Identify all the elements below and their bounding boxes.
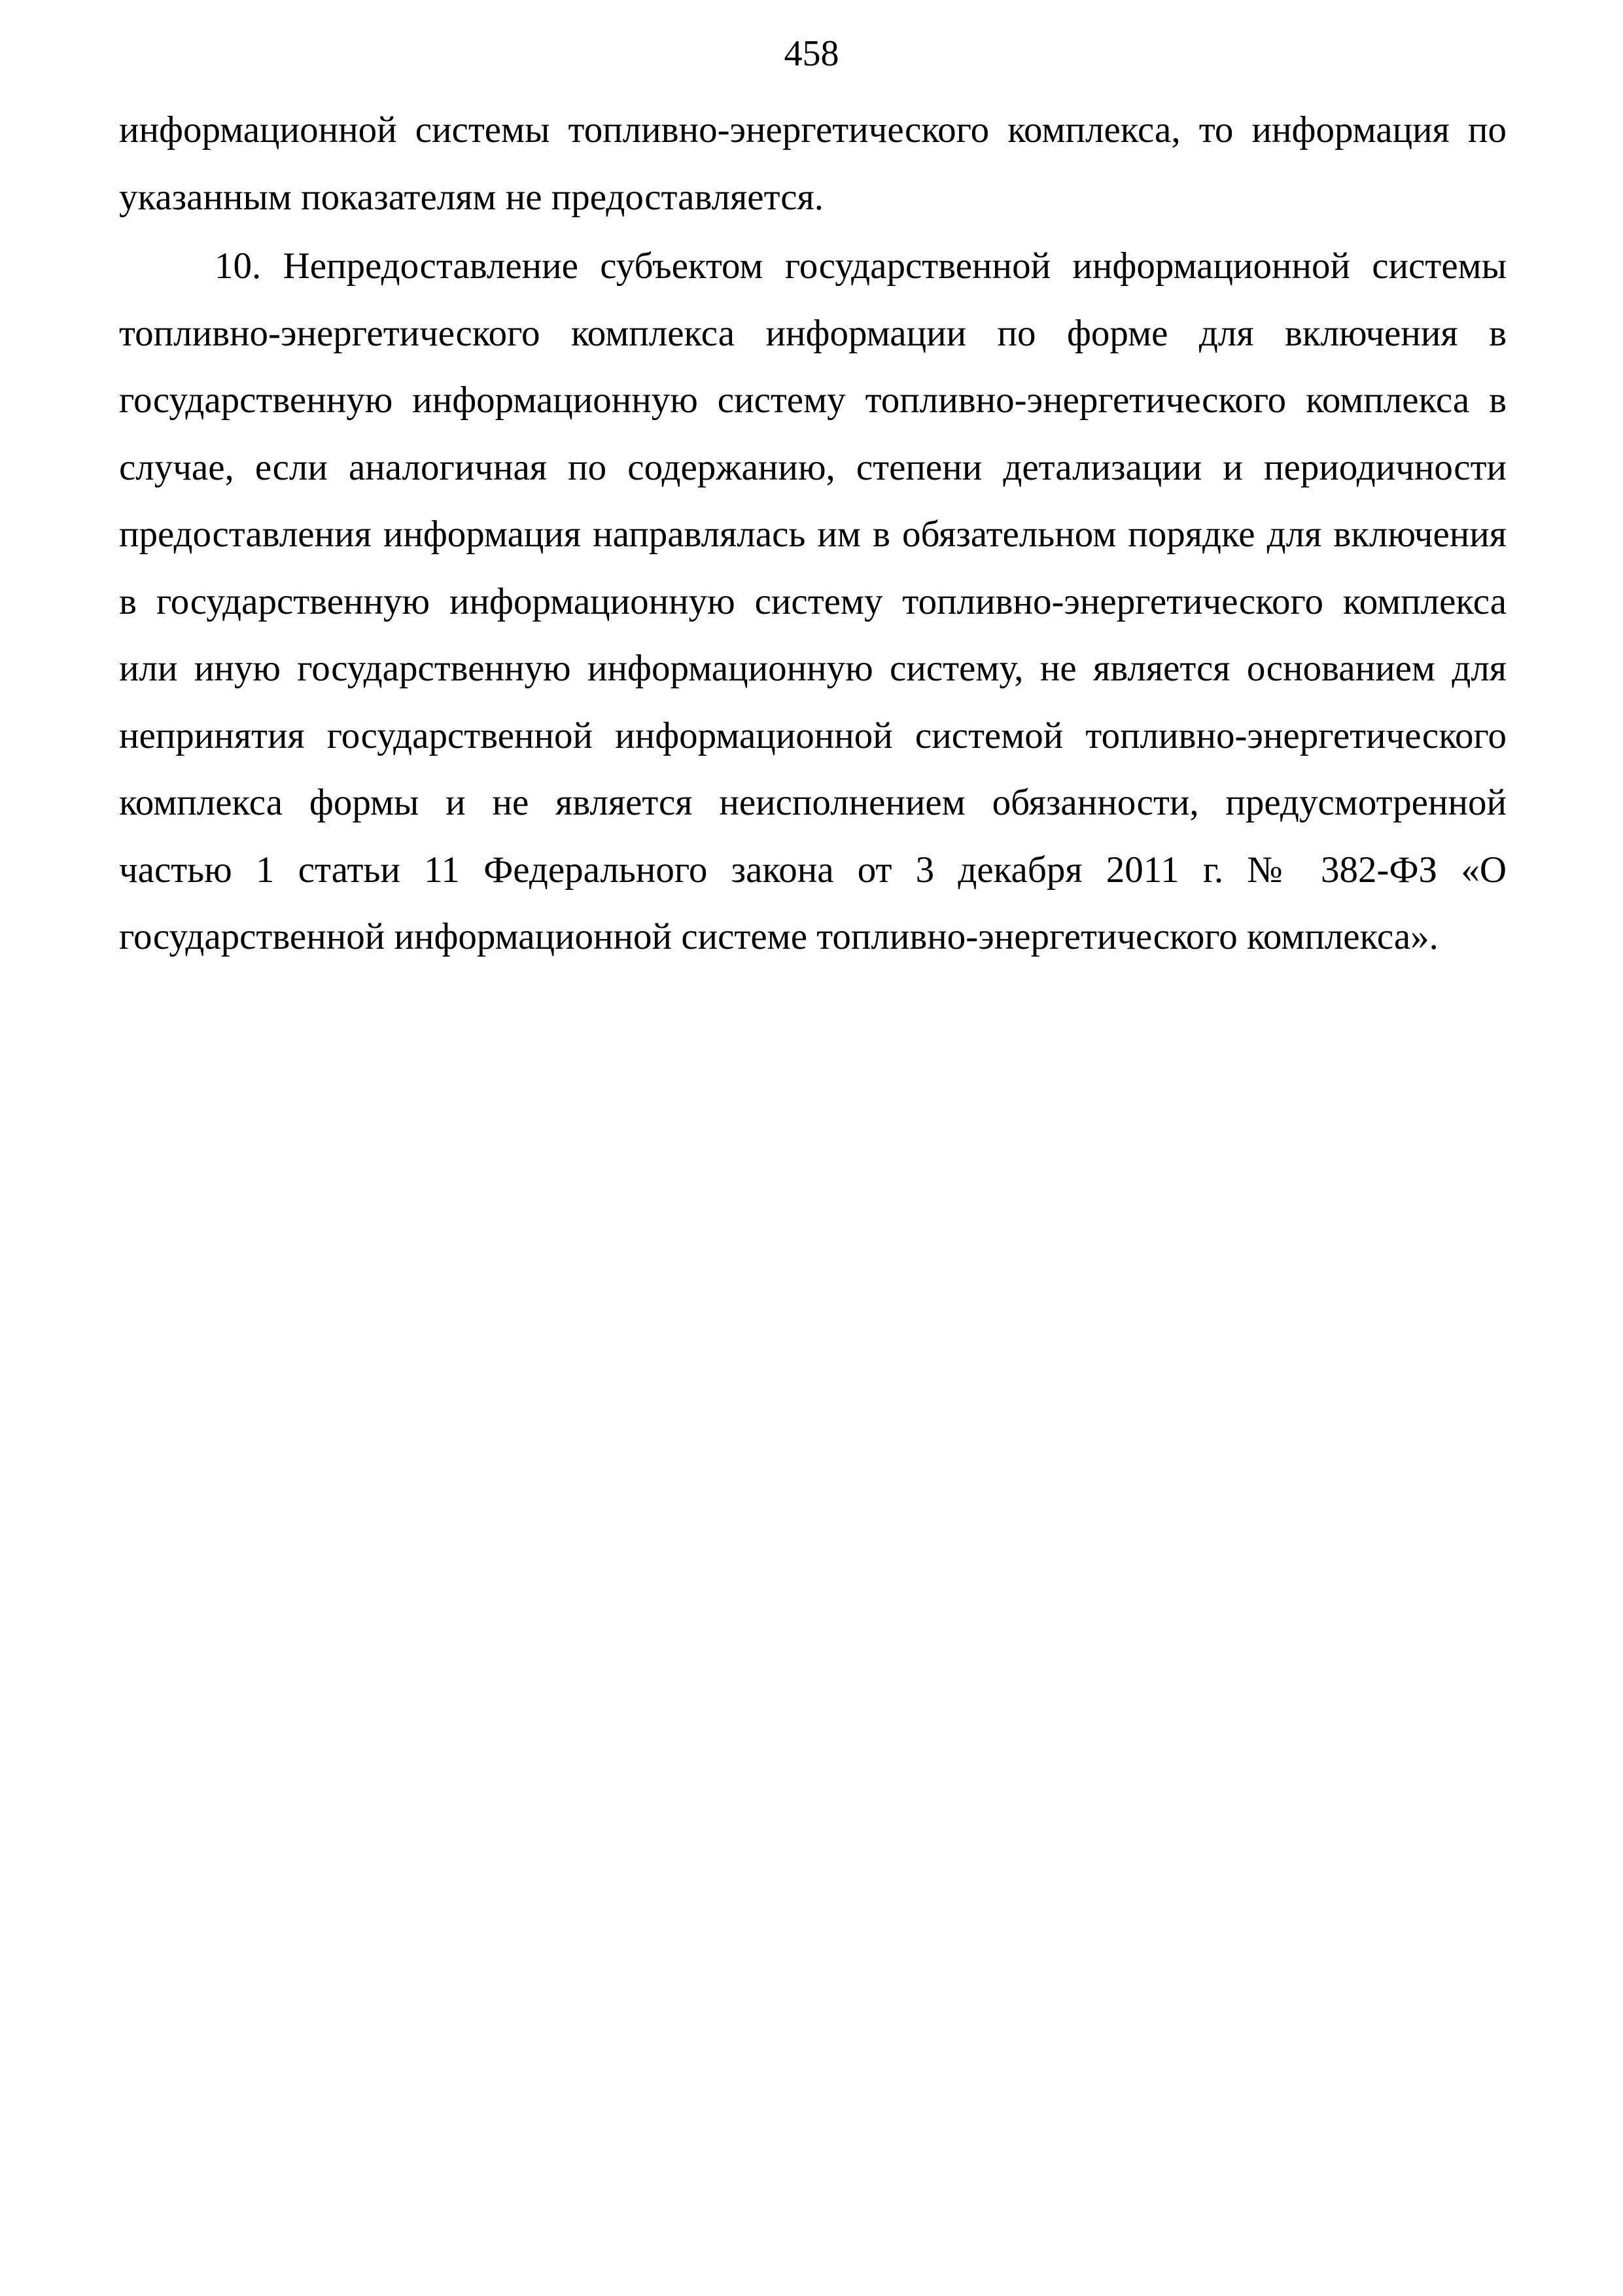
paragraph-item-10: 10. Непредоставление субъектом государственной информационной системы топливно-энергетического комплекса информации по форме для включения в государственную информационную систему топливно-энергетического комплекса в случае, если аналогичная по содержанию, степени детализации и периодичности предоставления информация направлялась им в обязательном порядке для включения в государственную информационную систему топливно-энергетического комплекса или иную государственную информационную систему, не является основанием для непринятия государственной информационной системой топливно-энергетического комплекса формы и не является неисполнением обязанности, предусмотренной частью 1 статьи 11 Федерального закона от 3 декабря 2011 г. № 382-ФЗ «О государственной информационной системе топливно-энергетического комплекса». — [119, 245, 1507, 957]
page-number: 458 — [784, 33, 839, 74]
paragraph-continuation: информационной системы топливно-энергетического комплекса, то информация по указанным показателям не предоставляется. — [119, 109, 1507, 218]
